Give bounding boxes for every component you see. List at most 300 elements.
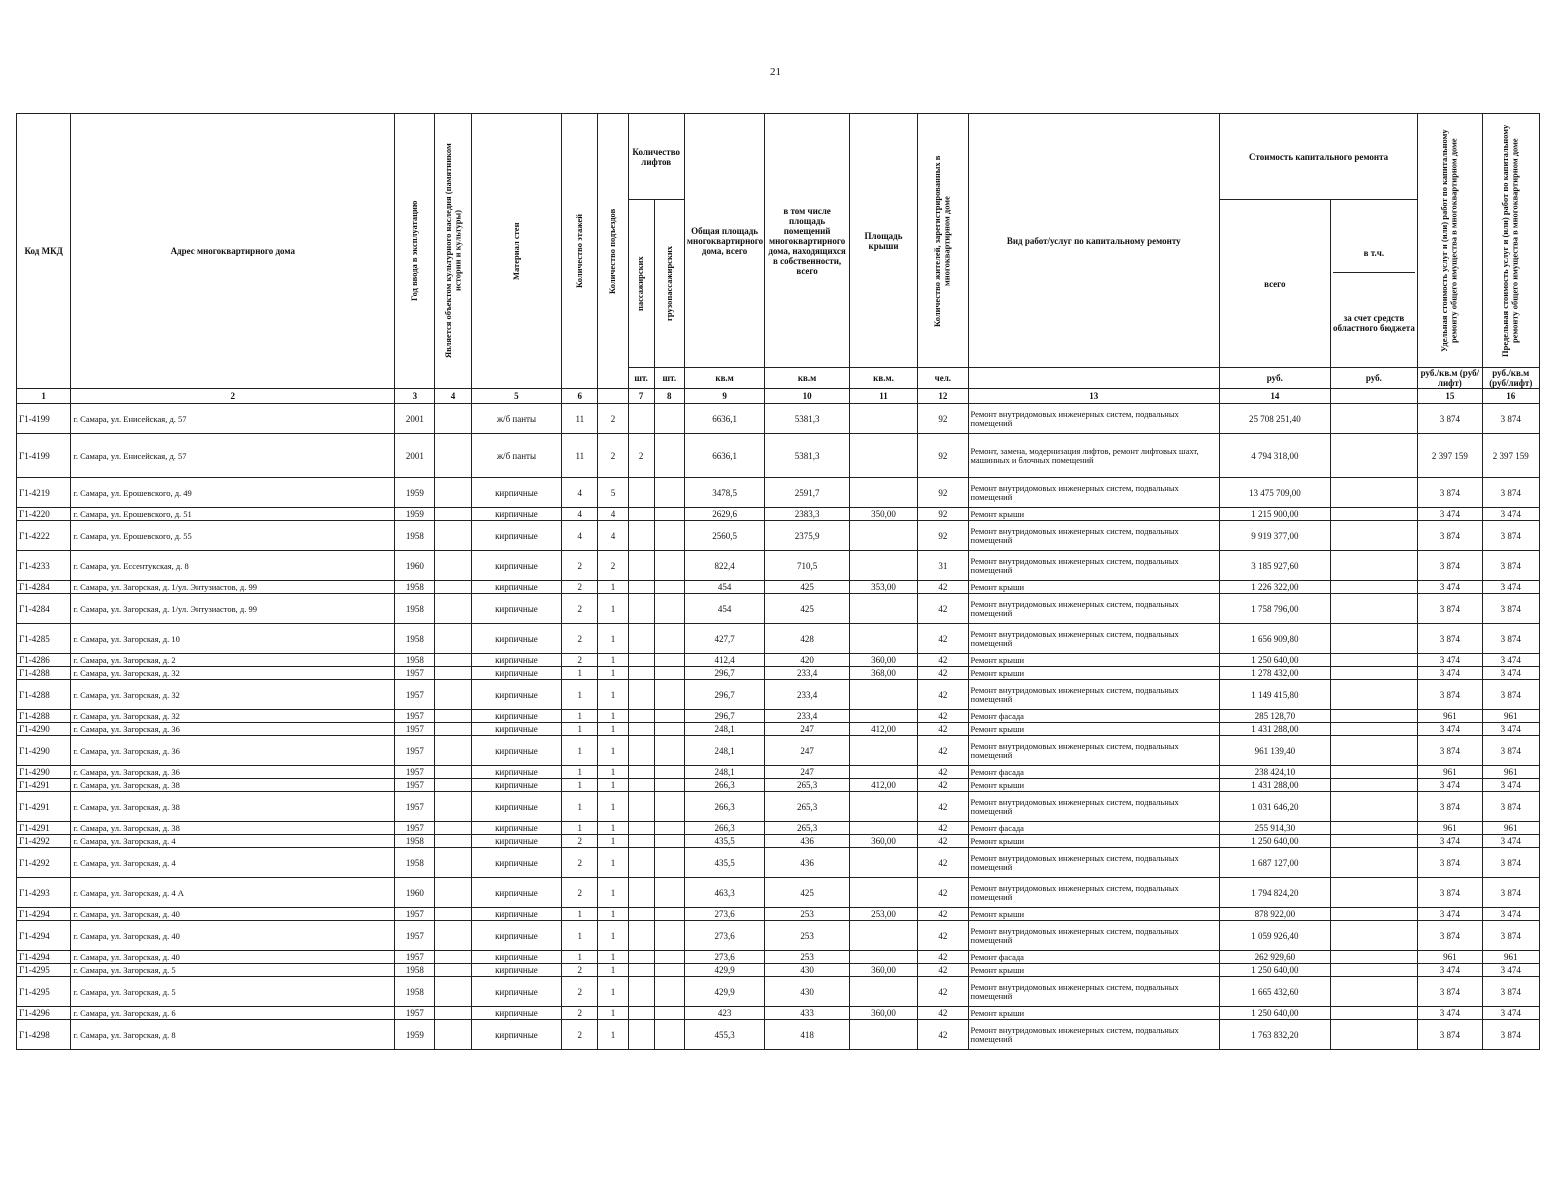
header-entrances: Количество подъездов — [607, 208, 618, 294]
cell-max-cost: 3 474 — [1482, 908, 1539, 921]
header-cost-regional: за счет средств областного бюджета — [1332, 313, 1415, 333]
cell-area-total: 248,1 — [684, 723, 764, 736]
cell-lifts-cargo — [654, 654, 684, 667]
cell-code: Г1-4295 — [17, 977, 71, 1007]
cell-floors: 1 — [562, 766, 598, 779]
cell-area-total: 429,9 — [684, 964, 764, 977]
cell-code: Г1-4291 — [17, 792, 71, 822]
cell-floors: 2 — [562, 878, 598, 908]
cell-floors: 1 — [562, 779, 598, 792]
column-number: 3 — [395, 389, 435, 404]
cell-area-owned: 430 — [765, 964, 849, 977]
cell-heritage — [435, 551, 471, 581]
cell-address: г. Самара, ул. Загорская, д. 2 — [71, 654, 395, 667]
cell-cost-total: 285 128,70 — [1220, 710, 1331, 723]
cell-work-type: Ремонт крыши — [968, 1007, 1219, 1020]
cell-address: г. Самара, ул. Загорская, д. 1/ул. Энтузиастов, д. 99 — [71, 594, 395, 624]
cell-lifts-pass — [628, 521, 654, 551]
cell-area-owned: 428 — [765, 624, 849, 654]
cell-area-owned: 265,3 — [765, 779, 849, 792]
cell-lifts-pass — [628, 878, 654, 908]
cell-code: Г1-4294 — [17, 908, 71, 921]
cell-max-cost: 3 474 — [1482, 654, 1539, 667]
cell-max-cost: 3 874 — [1482, 736, 1539, 766]
cell-code: Г1-4233 — [17, 551, 71, 581]
cell-max-cost: 3 874 — [1482, 848, 1539, 878]
cell-lifts-cargo — [654, 624, 684, 654]
cell-area-total: 822,4 — [684, 551, 764, 581]
cell-max-cost: 3 874 — [1482, 478, 1539, 508]
cell-code: Г1-4294 — [17, 951, 71, 964]
table-row — [17, 434, 1540, 478]
cell-heritage — [435, 1007, 471, 1020]
cell-roof-area — [849, 822, 917, 835]
cell-work-type: Ремонт крыши — [968, 508, 1219, 521]
cell-year: 1957 — [395, 1007, 435, 1020]
cell-cost-total: 1 794 824,20 — [1220, 878, 1331, 908]
cell-roof-area — [849, 792, 917, 822]
cell-residents: 31 — [918, 551, 968, 581]
cell-work-type: Ремонт крыши — [968, 723, 1219, 736]
cell-code: Г1-4290 — [17, 723, 71, 736]
cell-heritage — [435, 848, 471, 878]
cell-roof-area — [849, 736, 917, 766]
table-row — [17, 766, 1540, 779]
cell-floors: 1 — [562, 680, 598, 710]
cell-year: 1958 — [395, 594, 435, 624]
cell-roof-area — [849, 434, 917, 478]
cell-area-total: 6636,1 — [684, 404, 764, 434]
cell-unit-cost: 961 — [1418, 766, 1482, 779]
cell-code: Г1-4199 — [17, 404, 71, 434]
cell-work-type: Ремонт, замена, модернизация лифтов, ремонт лифтовых шахт, машинных и блочных помещений — [968, 434, 1219, 478]
column-number: 15 — [1418, 389, 1482, 404]
cell-residents: 42 — [918, 667, 968, 680]
cell-heritage — [435, 654, 471, 667]
cell-unit-cost: 3 874 — [1418, 594, 1482, 624]
column-number-row — [17, 389, 1540, 404]
cell-residents: 42 — [918, 710, 968, 723]
cell-residents: 42 — [918, 792, 968, 822]
unit-roof-area: кв.м. — [849, 368, 917, 389]
cell-residents: 92 — [918, 404, 968, 434]
header-roof-area: Площадь крыши — [849, 114, 917, 368]
cell-entrances: 1 — [598, 779, 628, 792]
cell-cost-total: 1 687 127,00 — [1220, 848, 1331, 878]
cell-heritage — [435, 736, 471, 766]
table-row — [17, 667, 1540, 680]
cell-wall: кирпичные — [471, 581, 562, 594]
cell-cost-regional — [1330, 964, 1418, 977]
cell-address: г. Самара, ул. Загорская, д. 4 — [71, 835, 395, 848]
table-body — [17, 404, 1540, 1050]
cell-area-total: 296,7 — [684, 667, 764, 680]
cell-wall: кирпичные — [471, 710, 562, 723]
cell-code: Г1-4286 — [17, 654, 71, 667]
cell-work-type: Ремонт крыши — [968, 908, 1219, 921]
cell-entrances: 1 — [598, 581, 628, 594]
cell-entrances: 4 — [598, 521, 628, 551]
cell-cost-regional — [1330, 921, 1418, 951]
cell-floors: 1 — [562, 736, 598, 766]
cell-heritage — [435, 908, 471, 921]
header-max-cost: Предельная стоимость услуг и (или) работ по капитальному ремонту общего имущества в многоквартирном доме — [1500, 124, 1520, 357]
cell-max-cost: 3 874 — [1482, 792, 1539, 822]
cell-roof-area — [849, 624, 917, 654]
cell-cost-total: 1 059 926,40 — [1220, 921, 1331, 951]
cell-entrances: 1 — [598, 878, 628, 908]
cell-floors: 2 — [562, 1020, 598, 1050]
cell-address: г. Самара, ул. Загорская, д. 8 — [71, 1020, 395, 1050]
cell-roof-area — [849, 951, 917, 964]
cell-max-cost: 3 874 — [1482, 404, 1539, 434]
table-row — [17, 951, 1540, 964]
cell-year: 1958 — [395, 835, 435, 848]
cell-lifts-cargo — [654, 921, 684, 951]
cell-floors: 2 — [562, 654, 598, 667]
cell-max-cost: 3 874 — [1482, 594, 1539, 624]
cell-unit-cost: 3 874 — [1418, 551, 1482, 581]
cell-cost-total: 1 250 640,00 — [1220, 654, 1331, 667]
cell-lifts-pass — [628, 908, 654, 921]
unit-lifts-cargo: шт. — [654, 368, 684, 389]
cell-heritage — [435, 723, 471, 736]
cell-address: г. Самара, ул. Загорская, д. 36 — [71, 723, 395, 736]
cell-address: г. Самара, ул. Загорская, д. 32 — [71, 680, 395, 710]
cell-address: г. Самара, ул. Загорская, д. 40 — [71, 951, 395, 964]
cell-cost-regional — [1330, 667, 1418, 680]
cell-heritage — [435, 710, 471, 723]
cell-cost-total: 13 475 709,00 — [1220, 478, 1331, 508]
cell-area-total: 454 — [684, 581, 764, 594]
cell-floors: 1 — [562, 667, 598, 680]
cell-lifts-cargo — [654, 1007, 684, 1020]
cell-entrances: 1 — [598, 835, 628, 848]
cell-area-total: 435,5 — [684, 848, 764, 878]
cell-year: 1957 — [395, 736, 435, 766]
cell-unit-cost: 3 874 — [1418, 792, 1482, 822]
column-number: 16 — [1482, 389, 1539, 404]
cell-cost-total: 1 758 796,00 — [1220, 594, 1331, 624]
column-number — [598, 389, 628, 404]
cell-wall: кирпичные — [471, 951, 562, 964]
cell-area-total: 454 — [684, 594, 764, 624]
cell-year: 1957 — [395, 667, 435, 680]
cell-cost-regional — [1330, 779, 1418, 792]
cell-unit-cost: 3 874 — [1418, 680, 1482, 710]
cell-cost-regional — [1330, 404, 1418, 434]
cell-max-cost: 3 874 — [1482, 1020, 1539, 1050]
cell-cost-regional — [1330, 1020, 1418, 1050]
cell-code: Г1-4199 — [17, 434, 71, 478]
cell-area-owned: 233,4 — [765, 667, 849, 680]
cell-code: Г1-4222 — [17, 521, 71, 551]
cell-roof-area — [849, 680, 917, 710]
cell-code: Г1-4290 — [17, 766, 71, 779]
cell-wall: кирпичные — [471, 921, 562, 951]
cell-area-owned: 2383,3 — [765, 508, 849, 521]
cell-lifts-pass — [628, 766, 654, 779]
cell-code: Г1-4285 — [17, 624, 71, 654]
cell-area-total: 266,3 — [684, 779, 764, 792]
header-year: Год ввода в эксплуатацию — [409, 200, 420, 302]
cell-address: г. Самара, ул. Ессентукская, д. 8 — [71, 551, 395, 581]
cell-floors: 11 — [562, 434, 598, 478]
header-lifts-cargo: грузопассажирских — [663, 246, 674, 321]
table-row — [17, 594, 1540, 624]
cell-area-owned: 418 — [765, 1020, 849, 1050]
cell-work-type: Ремонт крыши — [968, 779, 1219, 792]
cell-year: 1958 — [395, 624, 435, 654]
cell-residents: 42 — [918, 779, 968, 792]
cell-heritage — [435, 624, 471, 654]
cell-cost-total: 1 431 288,00 — [1220, 779, 1331, 792]
cell-wall: кирпичные — [471, 478, 562, 508]
cell-residents: 42 — [918, 908, 968, 921]
table-row — [17, 1020, 1540, 1050]
cell-cost-total: 1 656 909,80 — [1220, 624, 1331, 654]
cell-roof-area — [849, 521, 917, 551]
cell-heritage — [435, 508, 471, 521]
cell-lifts-pass — [628, 1020, 654, 1050]
cell-cost-regional — [1330, 551, 1418, 581]
column-number: 4 — [435, 389, 471, 404]
cell-code: Г1-4220 — [17, 508, 71, 521]
cell-entrances: 2 — [598, 434, 628, 478]
cell-work-type: Ремонт внутридомовых инженерных систем, подвальных помещений — [968, 404, 1219, 434]
cell-floors: 1 — [562, 921, 598, 951]
unit-cost-regional: руб. — [1330, 368, 1418, 389]
cell-roof-area: 360,00 — [849, 964, 917, 977]
cell-code: Г1-4291 — [17, 822, 71, 835]
unit-cost-total: руб. — [1220, 368, 1331, 389]
cell-heritage — [435, 921, 471, 951]
cell-lifts-pass — [628, 654, 654, 667]
cell-unit-cost: 3 874 — [1418, 921, 1482, 951]
cell-area-owned: 430 — [765, 977, 849, 1007]
cell-entrances: 1 — [598, 736, 628, 766]
cell-floors: 2 — [562, 977, 598, 1007]
cell-wall: кирпичные — [471, 551, 562, 581]
cell-lifts-pass — [628, 964, 654, 977]
cell-lifts-cargo — [654, 736, 684, 766]
cell-heritage — [435, 779, 471, 792]
cell-roof-area — [849, 710, 917, 723]
cell-cost-regional — [1330, 908, 1418, 921]
cell-cost-total: 1 250 640,00 — [1220, 835, 1331, 848]
cell-entrances: 1 — [598, 921, 628, 951]
cell-roof-area: 360,00 — [849, 1007, 917, 1020]
cell-work-type: Ремонт внутридомовых инженерных систем, подвальных помещений — [968, 921, 1219, 951]
cell-address: г. Самара, ул. Загорская, д. 6 — [71, 1007, 395, 1020]
cell-work-type: Ремонт внутридомовых инженерных систем, подвальных помещений — [968, 478, 1219, 508]
cell-cost-total: 25 708 251,40 — [1220, 404, 1331, 434]
cell-unit-cost: 3 874 — [1418, 404, 1482, 434]
cell-residents: 42 — [918, 822, 968, 835]
cell-area-total: 429,9 — [684, 977, 764, 1007]
cell-unit-cost: 3 474 — [1418, 667, 1482, 680]
cell-area-owned: 253 — [765, 921, 849, 951]
table-row — [17, 654, 1540, 667]
cell-address: г. Самара, ул. Загорская, д. 38 — [71, 822, 395, 835]
cell-area-owned: 420 — [765, 654, 849, 667]
unit-area-total: кв.м — [684, 368, 764, 389]
cell-wall: кирпичные — [471, 521, 562, 551]
cell-address: г. Самара, ул. Загорская, д. 38 — [71, 779, 395, 792]
unit-lifts-pass: шт. — [628, 368, 654, 389]
cell-lifts-pass — [628, 710, 654, 723]
cell-lifts-pass — [628, 551, 654, 581]
cell-unit-cost: 3 874 — [1418, 478, 1482, 508]
cell-year: 1957 — [395, 921, 435, 951]
cell-year: 1960 — [395, 878, 435, 908]
cell-cost-regional — [1330, 792, 1418, 822]
cell-area-total: 248,1 — [684, 766, 764, 779]
cell-cost-regional — [1330, 822, 1418, 835]
cell-address: г. Самара, ул. Загорская, д. 5 — [71, 964, 395, 977]
cell-residents: 42 — [918, 835, 968, 848]
cell-wall: кирпичные — [471, 624, 562, 654]
page-number: 21 — [770, 66, 781, 78]
column-number: 11 — [849, 389, 917, 404]
cell-lifts-cargo — [654, 680, 684, 710]
cell-cost-regional — [1330, 951, 1418, 964]
cell-area-owned: 253 — [765, 951, 849, 964]
cell-address: г. Самара, ул. Енисейская, д. 57 — [71, 434, 395, 478]
cell-address: г. Самара, ул. Загорская, д. 10 — [71, 624, 395, 654]
cell-residents: 42 — [918, 921, 968, 951]
cell-code: Г1-4284 — [17, 581, 71, 594]
cell-lifts-pass — [628, 779, 654, 792]
cell-area-owned: 247 — [765, 723, 849, 736]
cell-unit-cost: 3 874 — [1418, 624, 1482, 654]
cell-entrances: 1 — [598, 624, 628, 654]
cell-floors: 2 — [562, 594, 598, 624]
cell-roof-area: 360,00 — [849, 654, 917, 667]
cell-work-type: Ремонт внутридомовых инженерных систем, подвальных помещений — [968, 594, 1219, 624]
cell-area-total: 455,3 — [684, 1020, 764, 1050]
cell-cost-regional — [1330, 835, 1418, 848]
cell-year: 1957 — [395, 710, 435, 723]
cell-cost-total: 1 431 288,00 — [1220, 723, 1331, 736]
cell-heritage — [435, 951, 471, 964]
table-row — [17, 521, 1540, 551]
cell-entrances: 5 — [598, 478, 628, 508]
column-number — [1330, 389, 1418, 404]
cell-floors: 1 — [562, 951, 598, 964]
table-row — [17, 710, 1540, 723]
cell-year: 1957 — [395, 792, 435, 822]
cell-floors: 1 — [562, 908, 598, 921]
cell-heritage — [435, 835, 471, 848]
cell-roof-area — [849, 594, 917, 624]
cell-roof-area — [849, 766, 917, 779]
cell-lifts-pass — [628, 594, 654, 624]
cell-unit-cost: 3 474 — [1418, 654, 1482, 667]
cell-wall: кирпичные — [471, 594, 562, 624]
cell-code: Г1-4284 — [17, 594, 71, 624]
cell-code: Г1-4291 — [17, 779, 71, 792]
cell-heritage — [435, 766, 471, 779]
cell-roof-area: 253,00 — [849, 908, 917, 921]
cell-max-cost: 3 474 — [1482, 508, 1539, 521]
cell-entrances: 1 — [598, 792, 628, 822]
cell-area-owned: 5381,3 — [765, 434, 849, 478]
cell-heritage — [435, 404, 471, 434]
table-row — [17, 723, 1540, 736]
cell-residents: 92 — [918, 478, 968, 508]
cell-work-type: Ремонт фасада — [968, 822, 1219, 835]
cell-lifts-cargo — [654, 878, 684, 908]
cell-heritage — [435, 434, 471, 478]
cell-cost-regional — [1330, 766, 1418, 779]
cell-area-owned: 233,4 — [765, 710, 849, 723]
table-row — [17, 835, 1540, 848]
cell-work-type: Ремонт фасада — [968, 766, 1219, 779]
cell-wall: кирпичные — [471, 723, 562, 736]
cell-year: 1958 — [395, 977, 435, 1007]
cell-cost-regional — [1330, 723, 1418, 736]
cell-address: г. Самара, ул. Енисейская, д. 57 — [71, 404, 395, 434]
header-cost-total: всего — [1220, 200, 1331, 368]
cell-max-cost: 961 — [1482, 766, 1539, 779]
column-number: 7 — [628, 389, 654, 404]
cell-residents: 42 — [918, 964, 968, 977]
cell-residents: 92 — [918, 434, 968, 478]
cell-cost-total: 1 278 432,00 — [1220, 667, 1331, 680]
cell-roof-area: 368,00 — [849, 667, 917, 680]
cell-cost-total: 238 424,10 — [1220, 766, 1331, 779]
header-work-type: Вид работ/услуг по капитальному ремонту — [968, 114, 1219, 368]
cell-roof-area — [849, 878, 917, 908]
unit-max-cost: руб./кв.м (руб/лифт) — [1482, 368, 1539, 389]
cell-cost-regional — [1330, 878, 1418, 908]
cell-code: Г1-4293 — [17, 878, 71, 908]
column-number: 5 — [471, 389, 562, 404]
cell-wall: кирпичные — [471, 779, 562, 792]
cell-floors: 2 — [562, 551, 598, 581]
cell-residents: 42 — [918, 951, 968, 964]
cell-area-owned: 436 — [765, 835, 849, 848]
cell-heritage — [435, 478, 471, 508]
cell-residents: 42 — [918, 1007, 968, 1020]
cell-work-type: Ремонт внутридомовых инженерных систем, подвальных помещений — [968, 792, 1219, 822]
cell-lifts-pass — [628, 977, 654, 1007]
cell-lifts-cargo — [654, 710, 684, 723]
cell-heritage — [435, 581, 471, 594]
cell-roof-area: 412,00 — [849, 723, 917, 736]
cell-wall: кирпичные — [471, 878, 562, 908]
cell-heritage — [435, 878, 471, 908]
cell-lifts-pass — [628, 508, 654, 521]
cell-roof-area — [849, 921, 917, 951]
cell-wall: кирпичные — [471, 977, 562, 1007]
cell-unit-cost: 3 874 — [1418, 878, 1482, 908]
cell-cost-total: 262 929,60 — [1220, 951, 1331, 964]
table-row — [17, 508, 1540, 521]
cell-address: г. Самара, ул. Ерошевского, д. 55 — [71, 521, 395, 551]
cell-roof-area: 350,00 — [849, 508, 917, 521]
cell-work-type: Ремонт внутридомовых инженерных систем, подвальных помещений — [968, 680, 1219, 710]
cell-code: Г1-4292 — [17, 848, 71, 878]
cell-address: г. Самара, ул. Загорская, д. 4 А — [71, 878, 395, 908]
cell-cost-regional — [1330, 654, 1418, 667]
cell-lifts-pass — [628, 404, 654, 434]
header-cost-group: Стоимость капитального ремонта — [1220, 114, 1418, 200]
cell-unit-cost: 961 — [1418, 951, 1482, 964]
cell-code: Г1-4296 — [17, 1007, 71, 1020]
cell-entrances: 1 — [598, 822, 628, 835]
